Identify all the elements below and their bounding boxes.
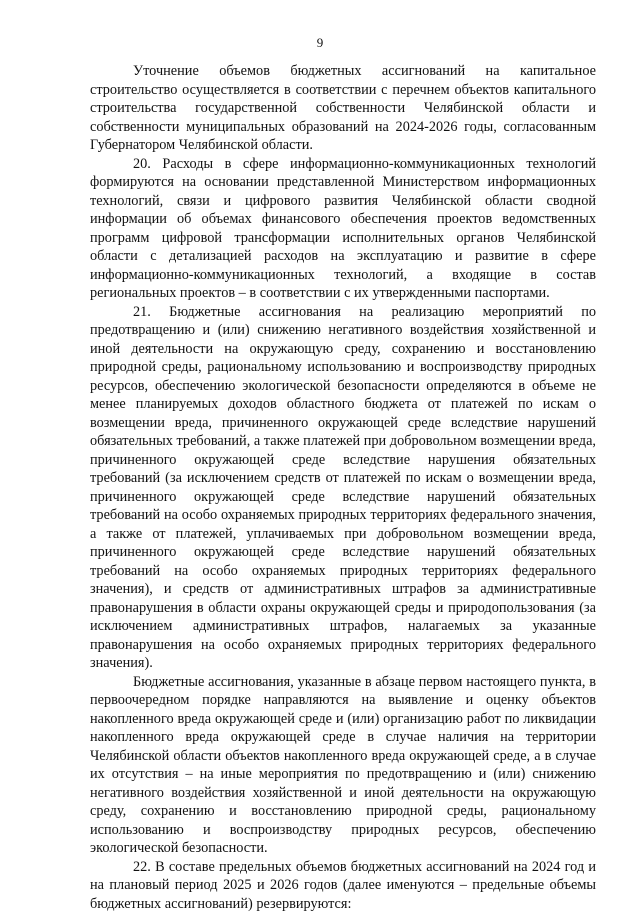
paragraph-22-reserved: 22. В составе предельных объемов бюджетных ассигнований на 2024 год и на плановый период 2025 и 2026 годов (далее именуются – предельные объемы бюджетных ассигнований) резервируются: <box>90 858 596 913</box>
document-body <box>90 62 596 913</box>
paragraph-environment-priority: Бюджетные ассигнования, указанные в абзаце первом настоящего пункта, в первоочередном порядке направляются на выявление и оценку объектов накопленного вреда окружающей среде и (или) организацию работ по ликвидации накопленного вреда окружающей среде в случае наличия на территории Челябинской области объектов накопленного вреда окружающей среде, а в случае их отсутствия – на иные мероприятия по предотвращению и (или) снижению негативного воздействия хозяйственной и иной деятельности на окружающую среду, сохранению и восстановлению природной среды, рациональному использованию и воспроизводству природных ресурсов, обеспечению экологической безопасности. <box>90 673 596 858</box>
page-number: 9 <box>0 35 640 51</box>
paragraph-20-ict-expenses: 20. Расходы в сфере информационно-коммуникационных технологий формируются на основании представленной Министерством информационных технологий, связи и цифрового развития Челябинской области сводной информации об объемах финансового обеспечения проектов ведомственных программ цифровой трансформации исполнительных органов Челябинской области с детализацией расходов на эксплуатацию и развитие в сфере информационно-коммуникационных технологий, а входящие в состав региональных проектов – в соответствии с их утвержденными паспортами. <box>90 155 596 303</box>
paragraph-21-environment: 21. Бюджетные ассигнования на реализацию мероприятий по предотвращению и (или) снижению негативного воздействия хозяйственной и иной деятельности на окружающую среду, сохранению и восстановлению природной среды, рациональному использованию и воспроизводству природных ресурсов, обеспечению экологической безопасности определяются в объеме не менее планируемых доходов областного бюджета от платежей по искам о возмещении вреда, причиненного окружающей среде вследствие нарушений обязательных требований, а также платежей при добровольном возмещении вреда, причиненного окружающей среде вследствие нарушения обязательных требований (за исключением средств от платежей по искам о возмещении вреда, причиненного окружающей среде вследствие нарушений обязательных требований на особо охраняемых природных территориях федерального значения, а также от платежей, уплачиваемых при добровольном возмещении вреда, причиненного окружающей среде вследствие нарушений обязательных требований на особо охраняемых природных территориях федерального значения), и средств от административных штрафов за административные правонарушения в области охраны окружающей среды и природопользования (за исключением административных штрафов, налагаемых за указанные правонарушения на особо охраняемых природных территориях федерального значения). <box>90 303 596 673</box>
paragraph-capital-construction: Уточнение объемов бюджетных ассигнований на капитальное строительство осуществляется в соответствии с перечнем объектов капитального строительства государственной собственности Челябинской области и собственности муниципальных образований на 2024-2026 годы, согласованным Губернатором Челябинской области. <box>90 62 596 155</box>
